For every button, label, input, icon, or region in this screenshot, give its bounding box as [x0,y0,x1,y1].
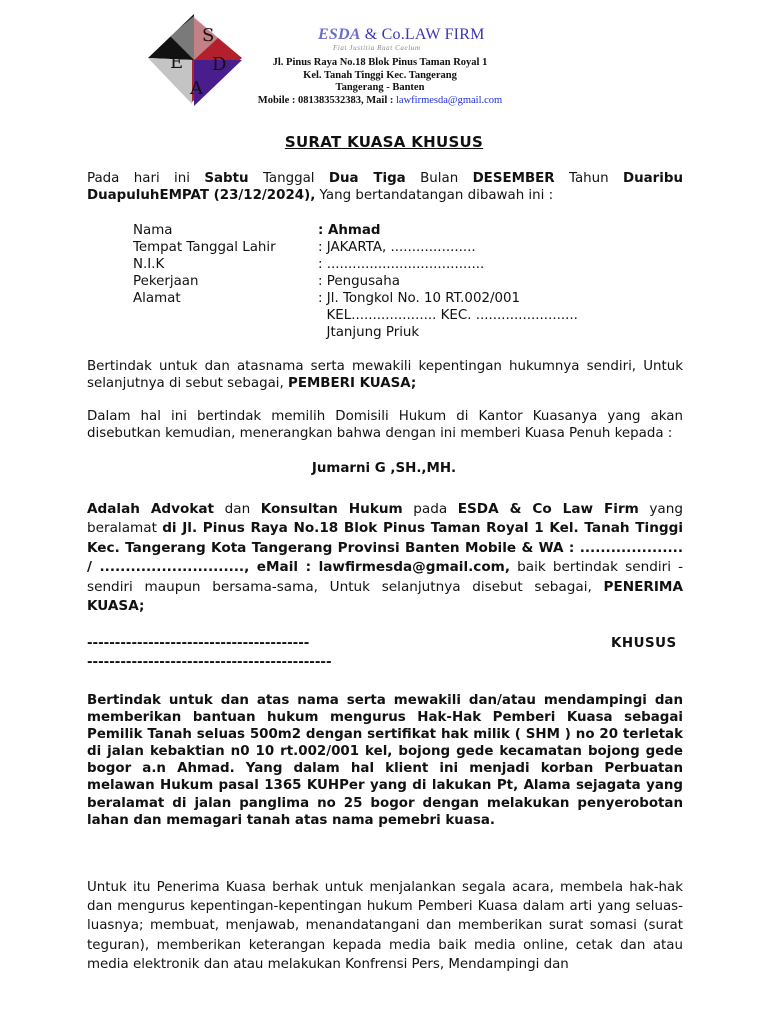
firm-tagline: Fiat Justitia Ruat Caelum [333,44,421,52]
text-run: pada [402,501,458,517]
text-run: PENERIMA KUASA; [87,578,683,615]
identity-label: Pekerjaan [133,274,199,289]
identity-value: : Ahmad [318,223,381,238]
text-run: Tahun [554,171,623,186]
grantor-paragraph [87,358,683,393]
text-run: Pada hari ini [87,171,205,186]
separator-dashes-bottom: -------------------------------------------- [87,655,332,670]
address-line-1: Jl. Pinus Raya No.18 Blok Pinus Taman Royal 1 [272,57,488,68]
text-run: Bulan [405,171,473,186]
identity-value: Jtanjung Priuk [318,325,420,340]
text-run: dan [214,501,261,517]
domicile-paragraph: Dalam hal ini bertindak memilih Domisili Hukum di Kantor Kuasanya yang akan disebutkan kemudian, menerangkan bahwa dengan ini memberi Kuasa Penuh kepada : [87,409,683,442]
text-run: Adalah Advokat [87,501,215,517]
text-run: ESDA & Co Law Firm [457,501,639,517]
text-run: Tanggal [248,171,329,186]
text-run: Dua Tiga [328,171,406,186]
address-line-2: Kel. Tanah Tinggi Kec. Tangerang [303,70,457,81]
text-run: baik bertindak sendiri - sendiri maupun bersama-sama, Untuk selanjutnya disebut sebagai, [87,559,684,595]
attorney-name: Jumarni G ,SH.,MH. [311,461,457,476]
document-title: SURAT KUASA KHUSUS [284,133,484,151]
text-run: Duaribu DuapuluhEMPAT (23/12/2024), [87,171,683,204]
identity-value: : JAKARTA, .................... [318,240,476,255]
text-run: DESEMBER [472,171,555,186]
firm-name-prefix: ESDA [318,26,361,43]
logo-letter-d: D [212,54,227,75]
identity-label: Nama [133,223,173,238]
contact-prefix: Mobile : 081383532383, Mail : [257,95,397,106]
logo-letter-s: S [202,25,215,46]
text-run: Bertindak untuk dan atasnama serta mewakili kepentingan hukumnya sendiri, Untuk selanjutnya di sebut sebagai, [87,359,683,392]
identity-label: N.I.K [133,257,165,272]
identity-value: : Pengusaha [318,274,400,289]
email-link[interactable]: lawfirmesda@gmail.com [396,95,503,106]
firm-name [318,26,485,44]
text-run: yang beralamat [87,501,683,537]
logo-letter-a: A [190,78,203,99]
logo-letter-e: E [170,52,184,73]
text-run: PEMBERI KUASA; [288,376,417,392]
text-run: Konsultan Hukum [260,501,403,517]
khusus-heading: KHUSUS [611,636,677,651]
firm-name-suffix: & Co.LAW FIRM [360,26,485,43]
contact-line [230,95,530,107]
address-line-3: Tangerang - Banten [335,82,425,93]
identity-label: Alamat [133,291,181,306]
special-authority-paragraph: Bertindak untuk dan atas nama serta mewakili dan/atau mendampingi dan memberikan bantuan hukum mengurus Hak-Hak Pemberi Kuasa sebagai Pemilik Tanah seluas 500m2 dengan sertifikat hak milik ( SHM ) no 20 terletak di jalan kebaktian n0 10 rt.002/001 kel, bojong gede kecamatan bojong gede bogor a.n Ahmad. Yang dalam hal klient ini menjadi korban Perbuatan melawan Hukum pasal 1365 KUHPer yang di lakukan Pt, Alama sejagata yang beralamat di jalan panglima no 25 bogor dengan melakukan penyerobotan lahan dan memagari tanah atas nama pemebri kuasa. [87,693,683,828]
identity-value: KEL.................... KEC. ........................ [318,308,578,323]
text-run: di Jl. Pinus Raya No.18 Blok Pinus Taman Royal 1 Kel. Tanah Tinggi Kec. Tangerang Kota Tangerang Provinsi Banten Mobile & WA : .................... / ............................, eMail : lawfirmesda@gmail.com, [87,520,683,576]
identity-label: Tempat Tanggal Lahir [133,240,276,255]
closing-paragraph: Untuk itu Penerima Kuasa berhak untuk menjalankan segala acara, membela hak-hak dan mengurus kepentingan-kepentingan hukum Pemberi Kuasa dalam arti yang seluas-luasnya; membuat, menjawab, menandatangani dan memberikan surat somasi (surat teguran), memberikan keterangan kepada media baik media online, cetak dan atau media elektronik dan atau melakukan Konfrensi Pers, Mendampingi dan [87,880,683,972]
identity-value: : ..................................... [318,257,485,272]
opening-paragraph [87,170,683,205]
attorney-paragraph [87,500,683,616]
separator-dashes-top: ---------------------------------------- [87,636,310,651]
text-run: Yang bertandatangan dibawah ini : [315,188,554,204]
text-run: Sabtu [204,171,249,186]
identity-value: : Jl. Tongkol No. 10 RT.002/001 [318,291,521,306]
